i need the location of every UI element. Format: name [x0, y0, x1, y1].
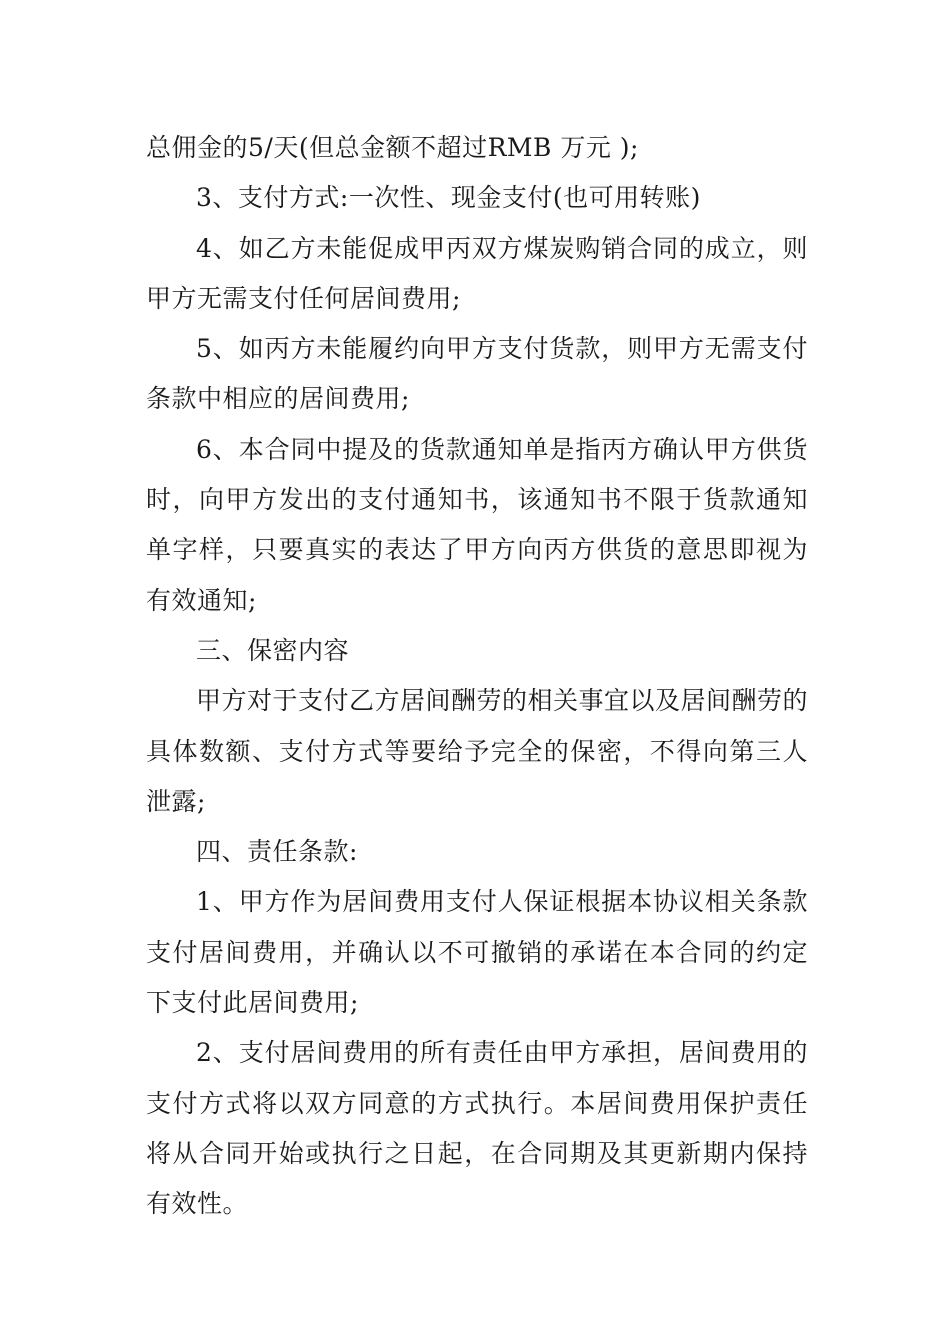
document-body	[146, 123, 808, 1230]
section-heading-liability: 四、责任条款:	[196, 837, 358, 867]
paragraph-no-contract-no-fee: 4、如乙方未能促成甲丙双方煤炭购销合同的成立，则甲方无需支付任何居间费用;	[146, 233, 808, 313]
paragraph-liability-guarantee: 1、甲方作为居间费用支付人保证根据本协议相关条款支付居间费用，并确认以不可撤销的承诺在本合同的约定下支付此居间费用;	[146, 887, 808, 1018]
paragraph-confidentiality: 甲方对于支付乙方居间酬劳的相关事宜以及居间酬劳的具体数额、支付方式等要给予完全的保密，不得向第三人泄露;	[146, 686, 809, 816]
paragraph-default-no-fee: 5、如丙方未能履约向甲方支付货款，则甲方无需支付条款中相应的居间费用;	[146, 334, 808, 414]
paragraph-payment-method: 3、支付方式:一次性、现金支付(也可用转账)	[196, 183, 701, 213]
paragraph-payment-notice: 6、本合同中提及的货款通知单是指丙方确认甲方供货时，向甲方发出的支付通知书，该通知书不限于货款通知单字样，只要真实的表达了甲方向丙方供货的意思即视为有效通知;	[146, 434, 808, 615]
section-heading-confidentiality: 三、保密内容	[196, 635, 350, 665]
paragraph-liability-responsibility: 2、支付居间费用的所有责任由甲方承担，居间费用的支付方式将以双方同意的方式执行。本居间费用保护责任将从合同开始或执行之日起，在合同期及其更新期内保持有效性。	[146, 1038, 808, 1219]
paragraph-fee-cap: 总佣金的5/天(但总金额不超过RMB 万元 );	[146, 133, 639, 162]
